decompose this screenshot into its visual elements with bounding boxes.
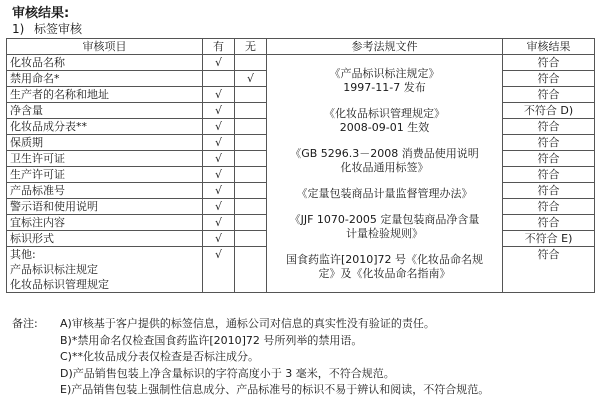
row-item: 产品标准号 <box>7 183 203 199</box>
section-label: 标签审核 <box>34 22 83 36</box>
table-row <box>7 55 595 71</box>
other-line: 产品标识标注规定 <box>10 263 98 276</box>
row-result: 符合 <box>503 247 595 293</box>
note-line <box>12 349 489 366</box>
row-item: 标识形式 <box>7 231 203 247</box>
header-no: 无 <box>235 39 267 55</box>
row-result: 不符合 D) <box>503 103 595 119</box>
row-no-mark <box>235 183 267 199</box>
note-text: A)审核基于客户提供的标签信息，通标公司对信息的真实性没有验证的责任。 <box>60 317 435 330</box>
row-result: 符合 <box>503 55 595 71</box>
row-item: 生产者的名称和地址 <box>7 87 203 103</box>
row-item: 净含量 <box>7 103 203 119</box>
row-yes-mark: √ <box>203 247 235 293</box>
reference-line: 《GB 5296.3－2008 消费品使用说明 <box>290 146 479 160</box>
row-no-mark <box>235 119 267 135</box>
row-result: 符合 <box>503 71 595 87</box>
row-result: 符合 <box>503 119 595 135</box>
reference-documents-cell <box>267 55 503 293</box>
page-title: 审核结果: <box>12 6 70 21</box>
row-no-mark: √ <box>235 71 267 87</box>
row-item: 禁用命名* <box>7 71 203 87</box>
note-text: C)**化妆品成分表仅检查是否标注成分。 <box>60 350 259 363</box>
row-yes-mark: √ <box>203 167 235 183</box>
row-yes-mark: √ <box>203 183 235 199</box>
row-yes-mark: √ <box>203 215 235 231</box>
header-ref: 参考法规文件 <box>267 39 503 55</box>
row-yes-mark: √ <box>203 135 235 151</box>
reference-line: 《化妆品标识管理规定》 <box>324 106 445 120</box>
reference-line: 国食药监许[2010]72 号《化妆品命名规 <box>285 252 484 266</box>
row-no-mark <box>235 55 267 71</box>
reference-line: 化妆品通用标签》 <box>340 160 429 174</box>
row-item: 卫生许可证 <box>7 151 203 167</box>
note-text: E)产品销售包装上强制性信息成分、产品标准号的标识不易于辨认和阅读，不符合规范。 <box>60 383 490 396</box>
row-no-mark <box>235 135 267 151</box>
row-result: 符合 <box>503 199 595 215</box>
note-line <box>12 382 489 399</box>
section-number: 1) <box>12 22 25 36</box>
row-yes-mark: √ <box>203 151 235 167</box>
reference-line: 1997-11-7 发布 <box>343 80 426 94</box>
reference-line: 《JJF 1070-2005 定量包装商品净含量 <box>289 212 480 226</box>
row-no-mark <box>235 151 267 167</box>
section-heading <box>12 20 82 37</box>
row-yes-mark: √ <box>203 199 235 215</box>
header-result: 审核结果 <box>503 39 595 55</box>
row-item: 保质期 <box>7 135 203 151</box>
row-no-mark <box>235 103 267 119</box>
row-result: 不符合 E) <box>503 231 595 247</box>
row-result: 符合 <box>503 87 595 103</box>
label-review-table <box>6 38 595 293</box>
header-yes: 有 <box>203 39 235 55</box>
other-line: 其他: <box>10 248 36 261</box>
row-item: 宜标注内容 <box>7 215 203 231</box>
row-no-mark <box>235 247 267 293</box>
note-text: B)*禁用命名仅检查国食药监许[2010]72 号所列举的禁用语。 <box>60 333 363 347</box>
other-line: 化妆品标识管理规定 <box>10 278 109 291</box>
notes-label: 备注: <box>12 317 38 330</box>
row-yes-mark <box>203 71 235 87</box>
row-yes-mark: √ <box>203 103 235 119</box>
row-item: 化妆品名称 <box>7 55 203 71</box>
row-result: 符合 <box>503 151 595 167</box>
row-yes-mark: √ <box>203 231 235 247</box>
note-line <box>12 366 489 383</box>
row-result: 符合 <box>503 135 595 151</box>
row-result: 符合 <box>503 215 595 231</box>
note-line <box>12 316 489 333</box>
row-item: 生产许可证 <box>7 167 203 183</box>
row-item: 化妆品成分表** <box>7 119 203 135</box>
row-no-mark <box>235 215 267 231</box>
note-text: D)产品销售包装上净含量标识的字符高度小于 3 毫米，不符合规范。 <box>60 366 395 380</box>
row-no-mark <box>235 231 267 247</box>
row-yes-mark: √ <box>203 119 235 135</box>
row-no-mark <box>235 87 267 103</box>
reference-line: 计量检验规则》 <box>346 226 423 240</box>
row-no-mark <box>235 167 267 183</box>
row-no-mark <box>235 199 267 215</box>
row-item: 警示语和使用说明 <box>7 199 203 215</box>
row-item-other <box>7 247 203 293</box>
table-header-row <box>7 39 595 55</box>
header-item: 审核项目 <box>7 39 203 55</box>
reference-line: 《定量包装商品计量监督管理办法》 <box>296 186 473 200</box>
reference-line: 2008-09-01 生效 <box>339 120 430 134</box>
row-result: 符合 <box>503 183 595 199</box>
row-yes-mark: √ <box>203 87 235 103</box>
notes-section <box>12 316 489 399</box>
note-line <box>12 333 489 350</box>
row-yes-mark: √ <box>203 55 235 71</box>
reference-line: 定》及《化妆品命名指南》 <box>318 266 451 280</box>
row-result: 符合 <box>503 167 595 183</box>
reference-line: 《产品标识标注规定》 <box>329 66 440 80</box>
